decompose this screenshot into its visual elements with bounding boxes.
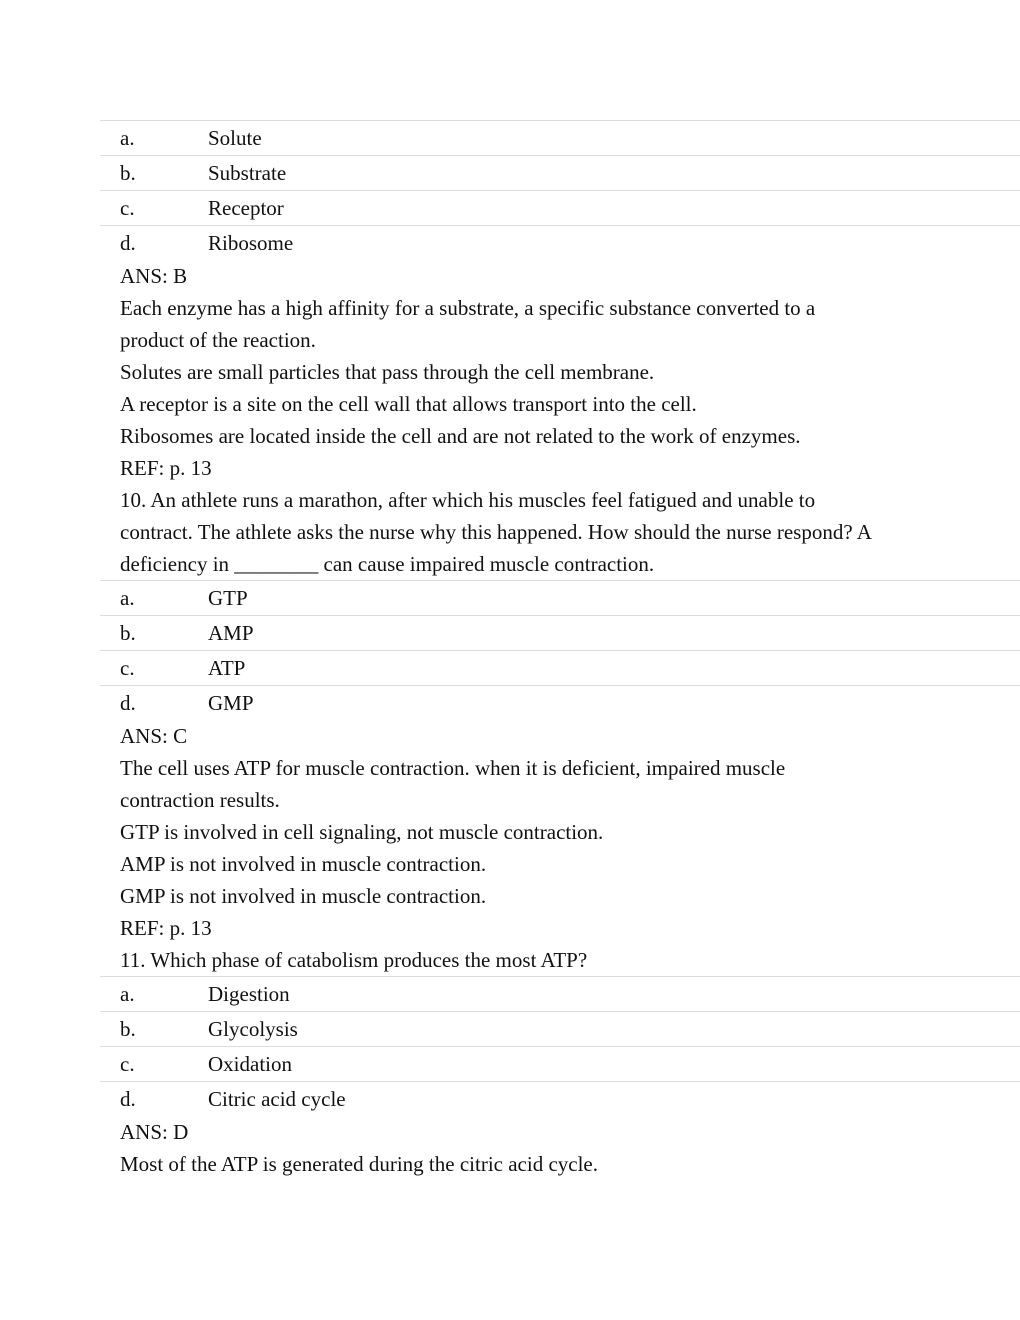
option-row	[100, 685, 1020, 720]
document-page	[0, 120, 1020, 1180]
option-text: Digestion	[208, 982, 290, 1006]
option-row	[100, 650, 1020, 685]
option-row	[100, 120, 1020, 155]
option-text: GMP	[208, 691, 254, 715]
option-letter: a.	[120, 586, 135, 610]
rationale-text: AMP is not involved in muscle contraction.	[120, 852, 487, 876]
question-text: 10. An athlete runs a marathon, after which his muscles feel fatigued and unable to contract. The athlete asks the nurse why this happened. How should the nurse respond? A deficiency in ________ can cause impaired muscle contraction.	[120, 488, 871, 576]
option-letter: c.	[120, 196, 135, 220]
q9-options	[100, 120, 1020, 260]
option-text: Oxidation	[208, 1052, 292, 1076]
option-row	[100, 1081, 1020, 1116]
option-letter: b.	[120, 621, 136, 645]
rationale-text: GTP is involved in cell signaling, not muscle contraction.	[120, 820, 604, 844]
option-letter: a.	[120, 982, 135, 1006]
page-reference: REF: p. 13	[120, 916, 212, 940]
option-letter: b.	[120, 161, 136, 185]
option-letter: d.	[120, 231, 136, 255]
option-text: Receptor	[208, 196, 284, 220]
rationale-text: A receptor is a site on the cell wall that allows transport into the cell.	[120, 392, 697, 416]
answer-key: ANS: C	[120, 724, 188, 748]
option-letter: b.	[120, 1017, 136, 1041]
option-letter: c.	[120, 1052, 135, 1076]
option-text: Glycolysis	[208, 1017, 298, 1041]
option-text: GTP	[208, 586, 248, 610]
option-text: Citric acid cycle	[208, 1087, 346, 1111]
option-row	[100, 615, 1020, 650]
rationale-text: Most of the ATP is generated during the citric acid cycle.	[120, 1152, 598, 1176]
option-row	[100, 155, 1020, 190]
rationale-text: The cell uses ATP for muscle contraction. when it is deficient, impaired muscle contraction results.	[120, 756, 786, 812]
option-text: AMP	[208, 621, 254, 645]
option-text: ATP	[208, 656, 246, 680]
question-text: 11. Which phase of catabolism produces the most ATP?	[120, 948, 588, 972]
option-text: Ribosome	[208, 231, 294, 255]
option-text: Substrate	[208, 161, 287, 185]
page-reference: REF: p. 13	[120, 456, 212, 480]
rationale-text: Solutes are small particles that pass through the cell membrane.	[120, 360, 655, 384]
option-text: Solute	[208, 126, 262, 150]
option-letter: d.	[120, 1087, 136, 1111]
option-letter: a.	[120, 126, 135, 150]
option-row	[100, 580, 1020, 615]
option-row	[100, 976, 1020, 1011]
rationale-text: Ribosomes are located inside the cell and are not related to the work of enzymes.	[120, 424, 801, 448]
option-letter: d.	[120, 691, 136, 715]
option-row	[100, 1046, 1020, 1081]
option-letter: c.	[120, 656, 135, 680]
option-row	[100, 1011, 1020, 1046]
rationale-text: GMP is not involved in muscle contraction.	[120, 884, 487, 908]
option-row	[100, 225, 1020, 260]
option-row	[100, 190, 1020, 225]
q11-options	[100, 976, 1020, 1116]
rationale-text: Each enzyme has a high affinity for a substrate, a specific substance converted to a product of the reaction.	[120, 296, 816, 352]
answer-key: ANS: D	[120, 1120, 189, 1144]
answer-key: ANS: B	[120, 264, 188, 288]
q10-options	[100, 580, 1020, 720]
